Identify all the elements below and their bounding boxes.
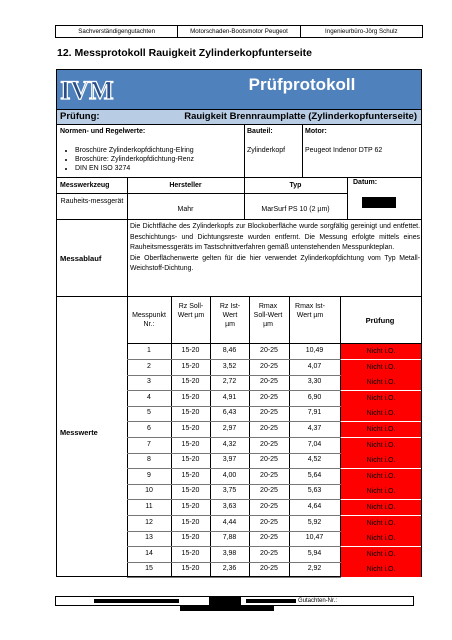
table-row: [127, 484, 421, 499]
cell-rz-ist: 2,97: [222, 425, 237, 432]
cell-rmax-soll: 20-25: [260, 471, 278, 479]
motor-label: Motor:: [305, 128, 327, 135]
table-row: [127, 375, 421, 390]
cell-nr: 1: [147, 347, 151, 354]
messablauf-text: [130, 222, 420, 275]
cell-rmax-soll: 20-25: [260, 487, 278, 495]
list-item: • Broschüre Zylinderkopfdichtung-Elring: [75, 146, 194, 155]
footer-redacted: [94, 599, 179, 603]
cell-rmax-ist: 4,52: [307, 456, 322, 464]
col-header-rz-ist: Rz Ist-Wert µm: [219, 303, 241, 328]
cell-rz-ist: 7,88: [222, 534, 237, 542]
divider: [127, 577, 341, 578]
table-row: [127, 547, 421, 562]
cell-result: Nicht i.O.: [341, 469, 421, 484]
cell-result: Nicht i.O.: [341, 344, 421, 359]
cell-result: Nicht i.O.: [341, 453, 421, 468]
cell-rmax-soll: 20-25: [260, 347, 278, 354]
table-row: [127, 406, 421, 421]
typ-header: Typ: [289, 182, 302, 189]
cell-nr: 6: [147, 425, 151, 432]
werkzeug-header: Messwerkzeug: [60, 182, 110, 189]
cell-rz-ist: 4,00: [222, 471, 237, 479]
protocol-title: Prüfprotokoll: [248, 75, 356, 94]
cell-rmax-ist: 4,64: [307, 503, 322, 510]
header-author: Ingenieurbüro-Jörg Schulz: [325, 28, 398, 35]
messwerte-label: Messwerte: [60, 428, 98, 437]
cell-rmax-soll: 20-25: [260, 503, 278, 510]
table-row: [127, 422, 421, 437]
divider: [57, 296, 421, 297]
divider: [57, 219, 421, 220]
cell-nr: 12: [145, 518, 153, 526]
hersteller-value: Mahr: [177, 206, 194, 213]
motor-value: Peugeot Indenor DTP 62: [305, 147, 383, 154]
cell-rmax-soll: 20-25: [260, 425, 278, 432]
cell-rmax-ist: 5,94: [307, 549, 322, 557]
cell-rz-ist: 4,91: [222, 393, 237, 401]
divider: [347, 177, 348, 219]
cell-rz-soll: 15-20: [181, 456, 200, 464]
svg-text:IVM: IVM: [60, 76, 114, 105]
typ-value: MarSurf PS 10 (2 µm): [261, 206, 330, 213]
col-header-rz-soll: Rz Soll-Wert µm: [177, 303, 205, 319]
list-item: • Broschüre: Zylinderkopfdichtung-Renz: [75, 155, 194, 164]
footer-redacted: [246, 599, 296, 603]
cell-rmax-ist: 7,91: [307, 409, 322, 417]
divider: [302, 125, 303, 177]
cell-result: Nicht i.O.: [341, 375, 421, 390]
cell-rz-soll: 15-20: [181, 534, 200, 542]
cell-rmax-ist: 5,63: [307, 487, 322, 495]
cell-rz-soll: 15-20: [181, 440, 200, 448]
cell-nr: 7: [147, 440, 151, 448]
cell-result: Nicht i.O.: [341, 547, 421, 562]
cell-rz-ist: 3,52: [222, 362, 237, 370]
prufung-label: Prüfung:: [60, 111, 100, 122]
cell-nr: 15: [145, 565, 153, 573]
cell-nr: 11: [145, 503, 153, 510]
cell-rz-ist: 3,97: [222, 456, 237, 464]
cell-rz-soll: 15-20: [181, 409, 200, 417]
footer-gutachten-label: Gutachten-Nr.:: [298, 598, 338, 604]
bauteil-label: Bauteil:: [247, 128, 273, 135]
footer-redacted: [180, 605, 274, 611]
prufung-bar: [57, 109, 421, 125]
cell-result: Nicht i.O.: [341, 516, 421, 531]
normen-list: [63, 146, 194, 173]
messablauf-label: Messablauf: [60, 254, 102, 263]
cell-rmax-soll: 20-25: [260, 549, 278, 557]
ivm-logo: [59, 72, 115, 106]
table-row: [127, 516, 421, 531]
cell-rz-soll: 15-20: [181, 362, 200, 370]
cell-rz-ist: 8,46: [222, 347, 237, 354]
cell-rz-ist: 4,32: [222, 440, 237, 448]
cell-rmax-ist: 3,30: [307, 378, 322, 386]
list-item: • DIN EN ISO 3274: [75, 164, 194, 173]
cell-rmax-ist: 10,49: [305, 347, 324, 354]
cell-rmax-soll: 20-25: [260, 409, 278, 417]
datum-redacted: [362, 197, 396, 208]
cell-rz-soll: 15-20: [181, 471, 200, 479]
prufung-value: Rauigkeit Brennraumplatte (Zylinderkopfunterseite): [184, 111, 417, 122]
cell-rmax-ist: 5,64: [307, 471, 322, 479]
cell-nr: 3: [147, 378, 151, 386]
table-row: [127, 453, 421, 468]
document-header: [55, 25, 423, 38]
cell-result: Nicht i.O.: [341, 484, 421, 499]
hersteller-header: Hersteller: [169, 182, 202, 189]
cell-nr: 9: [147, 471, 151, 479]
messablauf-paragraph: Die Dichtfläche des Zylinderkopfs zur Blockoberfläche wurde sorgfältig gereinigt und entfettet. Beschichtungs- und Dichtungsreste wurden entfernt. Die Messung erfolgte mittels eines Rauheitsmessgeräts im Tastschnittverfahren gemäß untenstehenden Messpunkteplan.: [130, 223, 420, 251]
col-header-prufung: Prüfung: [365, 316, 395, 325]
cell-rz-ist: 2,72: [222, 378, 237, 386]
header-report-type: Sachverständigengutachten: [56, 26, 178, 37]
table-row: [127, 344, 421, 359]
table-row: [127, 500, 421, 515]
cell-nr: 4: [147, 393, 151, 401]
table-row: [127, 531, 421, 546]
cell-result: Nicht i.O.: [341, 391, 421, 406]
cell-rz-soll: 15-20: [181, 378, 200, 386]
cell-rmax-ist: 4,37: [307, 425, 322, 432]
cell-result: Nicht i.O.: [341, 562, 421, 577]
normen-label: Normen- und Regelwerte:: [60, 128, 146, 135]
protocol-table: [56, 69, 422, 577]
cell-rmax-ist: 7,04: [307, 440, 322, 448]
cell-rmax-soll: 20-25: [260, 362, 278, 370]
messablauf-paragraph: Die Oberflächenwerte gelten für die hier verwendet Zylinderkopfdichtung vom Typ Metall-Weichstoff-Dichtung.: [130, 254, 420, 272]
cell-result: Nicht i.O.: [341, 531, 421, 546]
footer-redacted: [209, 597, 241, 605]
cell-rz-ist: 6,43: [222, 409, 237, 417]
cell-rmax-soll: 20-25: [260, 456, 278, 464]
table-row: [127, 562, 421, 577]
cell-result: Nicht i.O.: [341, 500, 421, 515]
cell-rmax-soll: 20-25: [260, 534, 278, 542]
table-row: [127, 469, 421, 484]
cell-rz-soll: 15-20: [181, 565, 200, 573]
cell-rz-soll: 15-20: [181, 487, 200, 495]
cell-rz-ist: 2,36: [222, 565, 237, 573]
protocol-banner: [57, 70, 421, 109]
cell-rmax-soll: 20-25: [260, 440, 278, 448]
werkzeug-value: Rauheits-messgerät: [60, 198, 124, 205]
cell-nr: 13: [145, 534, 153, 542]
cell-result: Nicht i.O.: [341, 438, 421, 453]
cell-rz-ist: 4,44: [222, 518, 237, 526]
cell-rz-soll: 15-20: [181, 347, 200, 354]
cell-result: Nicht i.O.: [341, 360, 421, 375]
table-row: [127, 391, 421, 406]
cell-rz-soll: 15-20: [181, 518, 200, 526]
cell-nr: 8: [147, 456, 151, 464]
cell-rmax-soll: 20-25: [260, 565, 278, 573]
cell-rz-ist: 3,98: [222, 549, 237, 557]
divider: [57, 193, 347, 194]
cell-rmax-soll: 20-25: [260, 393, 278, 401]
cell-nr: 2: [147, 362, 151, 370]
table-row: [127, 360, 421, 375]
cell-rmax-ist: 4,07: [307, 362, 322, 370]
col-header-rmax-soll: Rmax Soll-Wert µm: [253, 303, 283, 328]
cell-result: Nicht i.O.: [341, 422, 421, 437]
cell-nr: 10: [145, 487, 153, 495]
cell-rz-soll: 15-20: [181, 549, 200, 557]
table-row: [127, 438, 421, 453]
cell-rmax-soll: 20-25: [260, 518, 278, 526]
col-header-rmax-ist: Rmax Ist-Wert µm: [295, 303, 325, 319]
cell-result: Nicht i.O.: [341, 406, 421, 421]
cell-rmax-ist: 6,90: [307, 393, 322, 401]
cell-rz-ist: 3,63: [222, 503, 237, 510]
datum-label: Datum:: [353, 179, 378, 186]
cell-rz-soll: 15-20: [181, 393, 200, 401]
cell-nr: 5: [147, 409, 151, 417]
col-header-messpunkt: Messpunkt Nr.:: [132, 312, 166, 328]
document-footer: [55, 596, 414, 606]
divider: [244, 125, 245, 177]
cell-rz-soll: 15-20: [181, 503, 200, 510]
cell-rmax-ist: 5,92: [307, 518, 322, 526]
cell-rmax-soll: 20-25: [260, 378, 278, 386]
cell-rz-ist: 3,75: [222, 487, 237, 495]
header-subject: Motorschaden-Bootsmotor Peugeot: [178, 26, 300, 37]
bauteil-value: Zylinderkopf: [247, 147, 286, 154]
cell-rmax-ist: 10,47: [305, 534, 324, 542]
cell-rmax-ist: 2,92: [307, 565, 322, 573]
cell-rz-soll: 15-20: [181, 425, 200, 432]
cell-nr: 14: [145, 549, 153, 557]
section-title: 12. Messprotokoll Rauigkeit Zylinderkopfunterseite: [57, 47, 312, 59]
